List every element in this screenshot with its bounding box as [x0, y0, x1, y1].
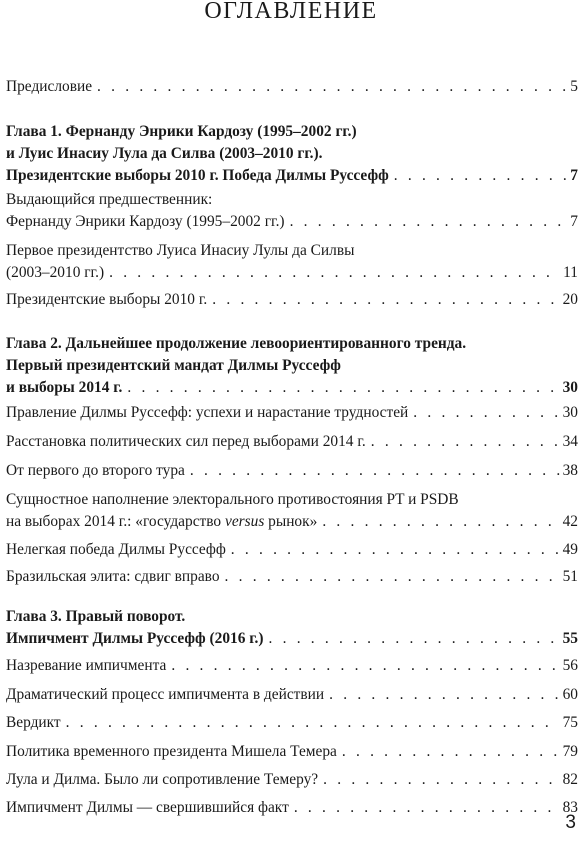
- toc-entry-chapter-1[interactable]: [6, 121, 578, 187]
- toc-line: [6, 402, 578, 424]
- toc-entry-page: 7: [570, 167, 578, 184]
- page-title: ОГЛАВЛЕНИЕ: [204, 0, 378, 24]
- toc-entry-page: 30: [562, 404, 578, 421]
- toc-entry-brazilian-elite[interactable]: [6, 566, 578, 588]
- dot-leader: [323, 769, 559, 791]
- toc-entry-first-to-second-round[interactable]: [6, 460, 578, 482]
- toc-entry-lula-first-presidency[interactable]: [6, 240, 578, 284]
- toc-entry-title: От первого до второго тура: [6, 462, 185, 479]
- dot-leader: [269, 628, 560, 650]
- dot-leader: [212, 289, 559, 311]
- toc-entry-page: 49: [562, 541, 578, 558]
- toc-entry-dramatic-process[interactable]: [6, 684, 578, 706]
- toc-entry-title: Первый президентский мандат Дилмы Руссефф: [6, 357, 341, 374]
- toc-entry-page: 79: [562, 743, 578, 760]
- dot-leader: [342, 741, 560, 763]
- dot-leader: [371, 431, 560, 453]
- toc-line: [6, 511, 578, 533]
- dot-leader: [413, 402, 559, 424]
- toc-entry-lula-and-dilma[interactable]: [6, 769, 578, 791]
- toc-line: [6, 431, 578, 453]
- toc-line: [6, 655, 578, 677]
- toc-entry-outstanding-predecessor[interactable]: [6, 189, 578, 233]
- toc-entry-title: (2003–2010 гг.): [6, 264, 105, 281]
- dot-leader: [127, 377, 559, 399]
- toc-entry-title: Выдающийся предшественник:: [6, 191, 213, 208]
- dot-leader: [66, 712, 560, 734]
- toc-entry-title: Глава 1. Фернанду Энрики Кардозу (1995–2002 гг.): [6, 123, 357, 140]
- toc-entry-title: Предисловие: [6, 78, 93, 95]
- dot-leader: [190, 460, 560, 482]
- toc-entry-page: 51: [562, 568, 578, 585]
- toc-entry-page: 38: [562, 462, 578, 479]
- italic-term: versus: [224, 513, 265, 530]
- toc-entry-page: 34: [562, 433, 578, 450]
- toc-entry-rousseff-government[interactable]: [6, 402, 578, 424]
- toc-entry-page: 56: [562, 657, 578, 674]
- page-number: 3: [565, 812, 576, 833]
- dot-leader: [322, 511, 559, 533]
- dot-leader: [394, 165, 568, 187]
- toc-entry-page: 42: [562, 513, 578, 530]
- toc-line: [6, 262, 578, 284]
- toc-entry-title: и выборы 2014 г.: [6, 379, 123, 396]
- dot-leader: [231, 539, 560, 561]
- toc-entry-impeachment-brewing[interactable]: [6, 655, 578, 677]
- toc-entry-page: 82: [562, 771, 578, 788]
- toc-entry-title: Вердикт: [6, 714, 61, 731]
- toc-entry-elections-2010[interactable]: [6, 289, 578, 311]
- toc-entry-page: 11: [563, 264, 578, 281]
- toc-line: [6, 76, 578, 98]
- toc-entry-title: Политика временного президента Мишела Темера: [6, 743, 337, 760]
- toc-entry-title: и Луис Инасиу Лула да Силва (2003–2010 гг.).: [6, 145, 323, 162]
- toc-line: [6, 712, 578, 734]
- toc-entry-title: Президентские выборы 2010 г.: [6, 291, 208, 308]
- toc-entry-page: 7: [570, 213, 578, 230]
- toc-line: [6, 566, 578, 588]
- toc-entry-page: 60: [562, 686, 578, 703]
- toc-line: [6, 741, 578, 763]
- toc-entry-title: Сущностное наполнение электорального противостояния PT и PSDB: [6, 491, 459, 508]
- toc-entry-chapter-2[interactable]: [6, 333, 578, 399]
- toc-line: [6, 628, 578, 650]
- dot-leader: [171, 655, 559, 677]
- toc-entry-hard-victory[interactable]: [6, 539, 578, 561]
- toc-entry-title: на выборах 2014 г.: «государство versus рынок»: [6, 513, 318, 530]
- dot-leader: [109, 262, 560, 284]
- toc-entry-title: Правление Дилмы Руссефф: успехи и нарастание трудностей: [6, 404, 409, 421]
- toc-line: [6, 377, 578, 399]
- toc-entry-page: 75: [562, 714, 578, 731]
- toc-line: [6, 289, 578, 311]
- toc-entry-page: 55: [562, 630, 578, 647]
- toc-entry-title: Глава 2. Дальнейшее продолжение левоориентированного тренда.: [6, 335, 467, 352]
- toc-entry-page: 30: [562, 379, 578, 396]
- toc-entry-temer-policy[interactable]: [6, 741, 578, 763]
- toc-entry-page: 83: [562, 799, 578, 816]
- toc-entry-title: Импичмент Дилмы Руссефф (2016 г.): [6, 630, 264, 647]
- toc-entry-page: 20: [562, 291, 578, 308]
- toc-entry-title: Фернанду Энрики Кардозу (1995–2002 гг.): [6, 213, 285, 230]
- toc-line: [6, 460, 578, 482]
- toc-entry-title: Лула и Дилма. Было ли сопротивление Темеру?: [6, 771, 319, 788]
- toc-entry-title: Нелегкая победа Дилмы Руссефф: [6, 541, 226, 558]
- toc-entry-electoral-confrontation[interactable]: [6, 489, 578, 533]
- toc-entry-chapter-3[interactable]: [6, 606, 578, 650]
- toc-entry-title: Первое президентство Луиса Инасиу Лулы да Силвы: [6, 242, 355, 259]
- toc-entry-title: Импичмент Дилмы — свершившийся факт: [6, 799, 289, 816]
- toc-line: [6, 684, 578, 706]
- toc-line: [6, 165, 578, 187]
- toc-entry-title: Расстановка политических сил перед выборами 2014 г.: [6, 433, 366, 450]
- toc-line: [6, 797, 578, 819]
- dot-leader: [294, 797, 560, 819]
- toc-entry-title: Бразильская элита: сдвиг вправо: [6, 568, 220, 585]
- toc-entry-title: Глава 3. Правый поворот.: [6, 608, 186, 625]
- toc-entry-political-forces[interactable]: [6, 431, 578, 453]
- toc-entry-impeachment-fact[interactable]: [6, 797, 578, 819]
- toc-entry-preface[interactable]: [6, 76, 578, 98]
- dot-leader: [97, 76, 567, 98]
- dot-leader: [329, 684, 559, 706]
- toc-entry-title: Назревание импичмента: [6, 657, 167, 674]
- toc-line: [6, 769, 578, 791]
- toc-entry-verdict[interactable]: [6, 712, 578, 734]
- toc-line: [6, 539, 578, 561]
- dot-leader: [225, 566, 560, 588]
- dot-leader: [290, 211, 568, 233]
- toc-line: [6, 211, 578, 233]
- toc-entry-title: Драматический процесс импичмента в действии: [6, 686, 325, 703]
- toc-entry-page: 5: [570, 78, 578, 95]
- toc-entry-title: Президентские выборы 2010 г. Победа Дилмы Руссефф: [6, 167, 389, 184]
